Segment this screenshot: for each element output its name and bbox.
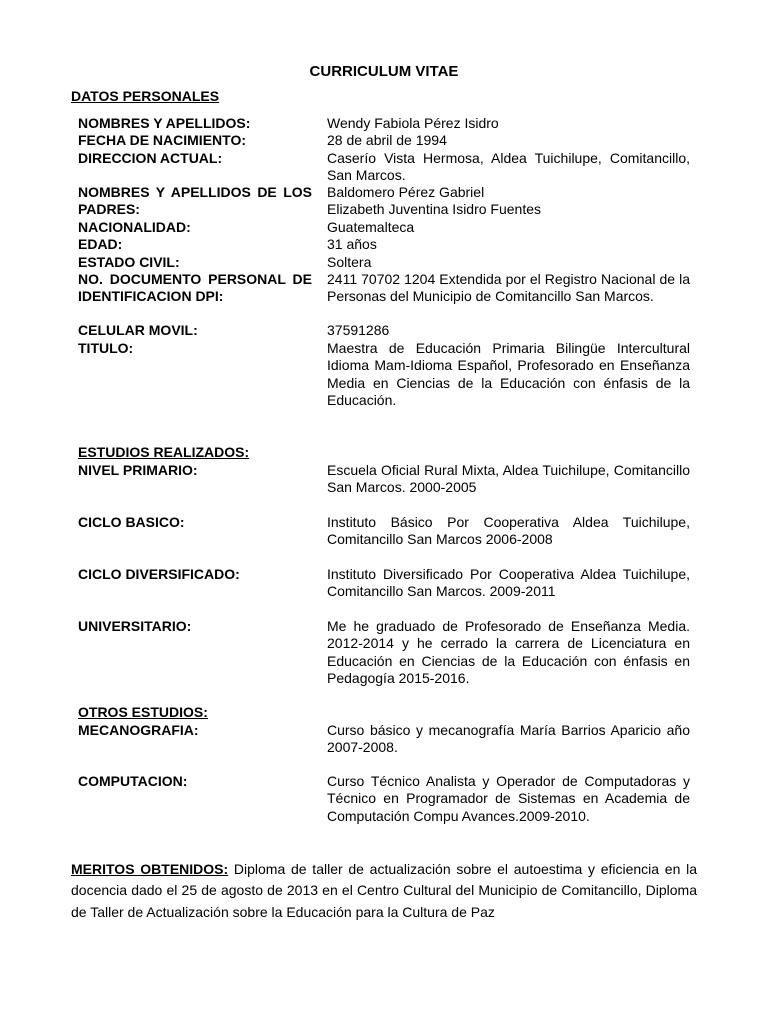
value-university: Me he graduado de Profesorado de Enseñanza Media. 2012-2014 y he cerrado la carrera de Licenciatura en Educación en Ciencias de la Educación con énfasis en Pedagogía 2015-2016.	[327, 618, 690, 686]
value-nationality: Guatemalteca	[327, 219, 415, 235]
studies-heading: ESTUDIOS REALIZADOS:	[78, 444, 250, 460]
other-studies-heading: OTROS ESTUDIOS:	[78, 704, 208, 720]
merits-heading: MERITOS OBTENIDOS:	[71, 861, 229, 877]
value-age: 31 años	[327, 236, 377, 252]
label-diversified-cycle: CICLO DIVERSIFICADO:	[78, 566, 240, 582]
value-full-name: Wendy Fabiola Pérez Isidro	[327, 115, 499, 131]
value-basic-cycle: Instituto Básico Por Cooperativa Aldea Tuichilupe, Comitancillo San Marcos 2006-2008	[327, 514, 690, 548]
label-age: EDAD:	[78, 236, 123, 252]
label-full-name: NOMBRES Y APELLIDOS:	[78, 115, 251, 131]
value-dpi: 2411 70702 1204 Extendida por el Registro Nacional de la Personas del Municipio de Comitancillo San Marcos.	[327, 271, 690, 305]
label-degree: TITULO:	[78, 340, 134, 356]
merits-paragraph	[71, 859, 697, 923]
value-mobile: 37591286	[327, 322, 390, 338]
value-parent-father: Baldomero Pérez Gabriel	[327, 184, 485, 200]
label-computing: COMPUTACION:	[78, 773, 188, 789]
value-degree: Maestra de Educación Primaria Bilingüe Intercultural Idioma Mam-Idioma Español, Profesorado en Enseñanza Media en Ciencias de la Educación con énfasis de la Educación.	[327, 340, 690, 408]
label-birth-date: FECHA DE NACIMIENTO:	[78, 132, 246, 148]
document-title: CURRICULUM VITAE	[309, 63, 459, 80]
label-civil-status: ESTADO CIVIL:	[78, 254, 180, 270]
label-university: UNIVERSITARIO:	[78, 618, 192, 634]
label-typing: MECANOGRAFIA:	[78, 722, 199, 738]
label-nationality: NACIONALIDAD:	[78, 219, 191, 235]
merits-text: Diploma de taller de actualización sobre el autoestima y eficiencia en la docencia dado el 25 de agosto de 2013 en el Centro Cultural del Municipio de Comitancillo, Diploma de Taller de Actualización sobre la Educación para la Cultura de Paz	[71, 861, 697, 920]
value-diversified-cycle: Instituto Diversificado Por Cooperativa Aldea Tuichilupe, Comitancillo San Marcos. 2009-2011	[327, 566, 690, 600]
label-basic-cycle: CICLO BASICO:	[78, 514, 185, 530]
label-address: DIRECCION ACTUAL:	[78, 150, 223, 166]
label-parents: NOMBRES Y APELLIDOS DE LOS PADRES:	[78, 184, 312, 218]
value-address: Caserío Vista Hermosa, Aldea Tuichilupe, Comitancillo, San Marcos.	[327, 150, 690, 184]
label-dpi: NO. DOCUMENTO PERSONAL DE IDENTIFICACION DPI:	[78, 271, 312, 305]
value-parent-mother: Elizabeth Juventina Isidro Fuentes	[327, 201, 542, 218]
value-birth-date: 28 de abril de 1994	[327, 132, 447, 148]
value-computing: Curso Técnico Analista y Operador de Computadoras y Técnico en Programador de Sistemas en Academia de Computación Compu Avances.2009-2010.	[327, 773, 690, 824]
value-civil-status: Soltera	[327, 254, 372, 270]
label-primary: NIVEL PRIMARIO:	[78, 462, 198, 478]
value-primary: Escuela Oficial Rural Mixta, Aldea Tuichilupe, Comitancillo San Marcos. 2000-2005	[327, 462, 690, 496]
label-mobile: CELULAR MOVIL:	[78, 322, 198, 338]
personal-data-heading: DATOS PERSONALES	[71, 88, 220, 104]
value-typing: Curso básico y mecanografía María Barrios Aparicio año 2007-2008.	[327, 722, 690, 756]
